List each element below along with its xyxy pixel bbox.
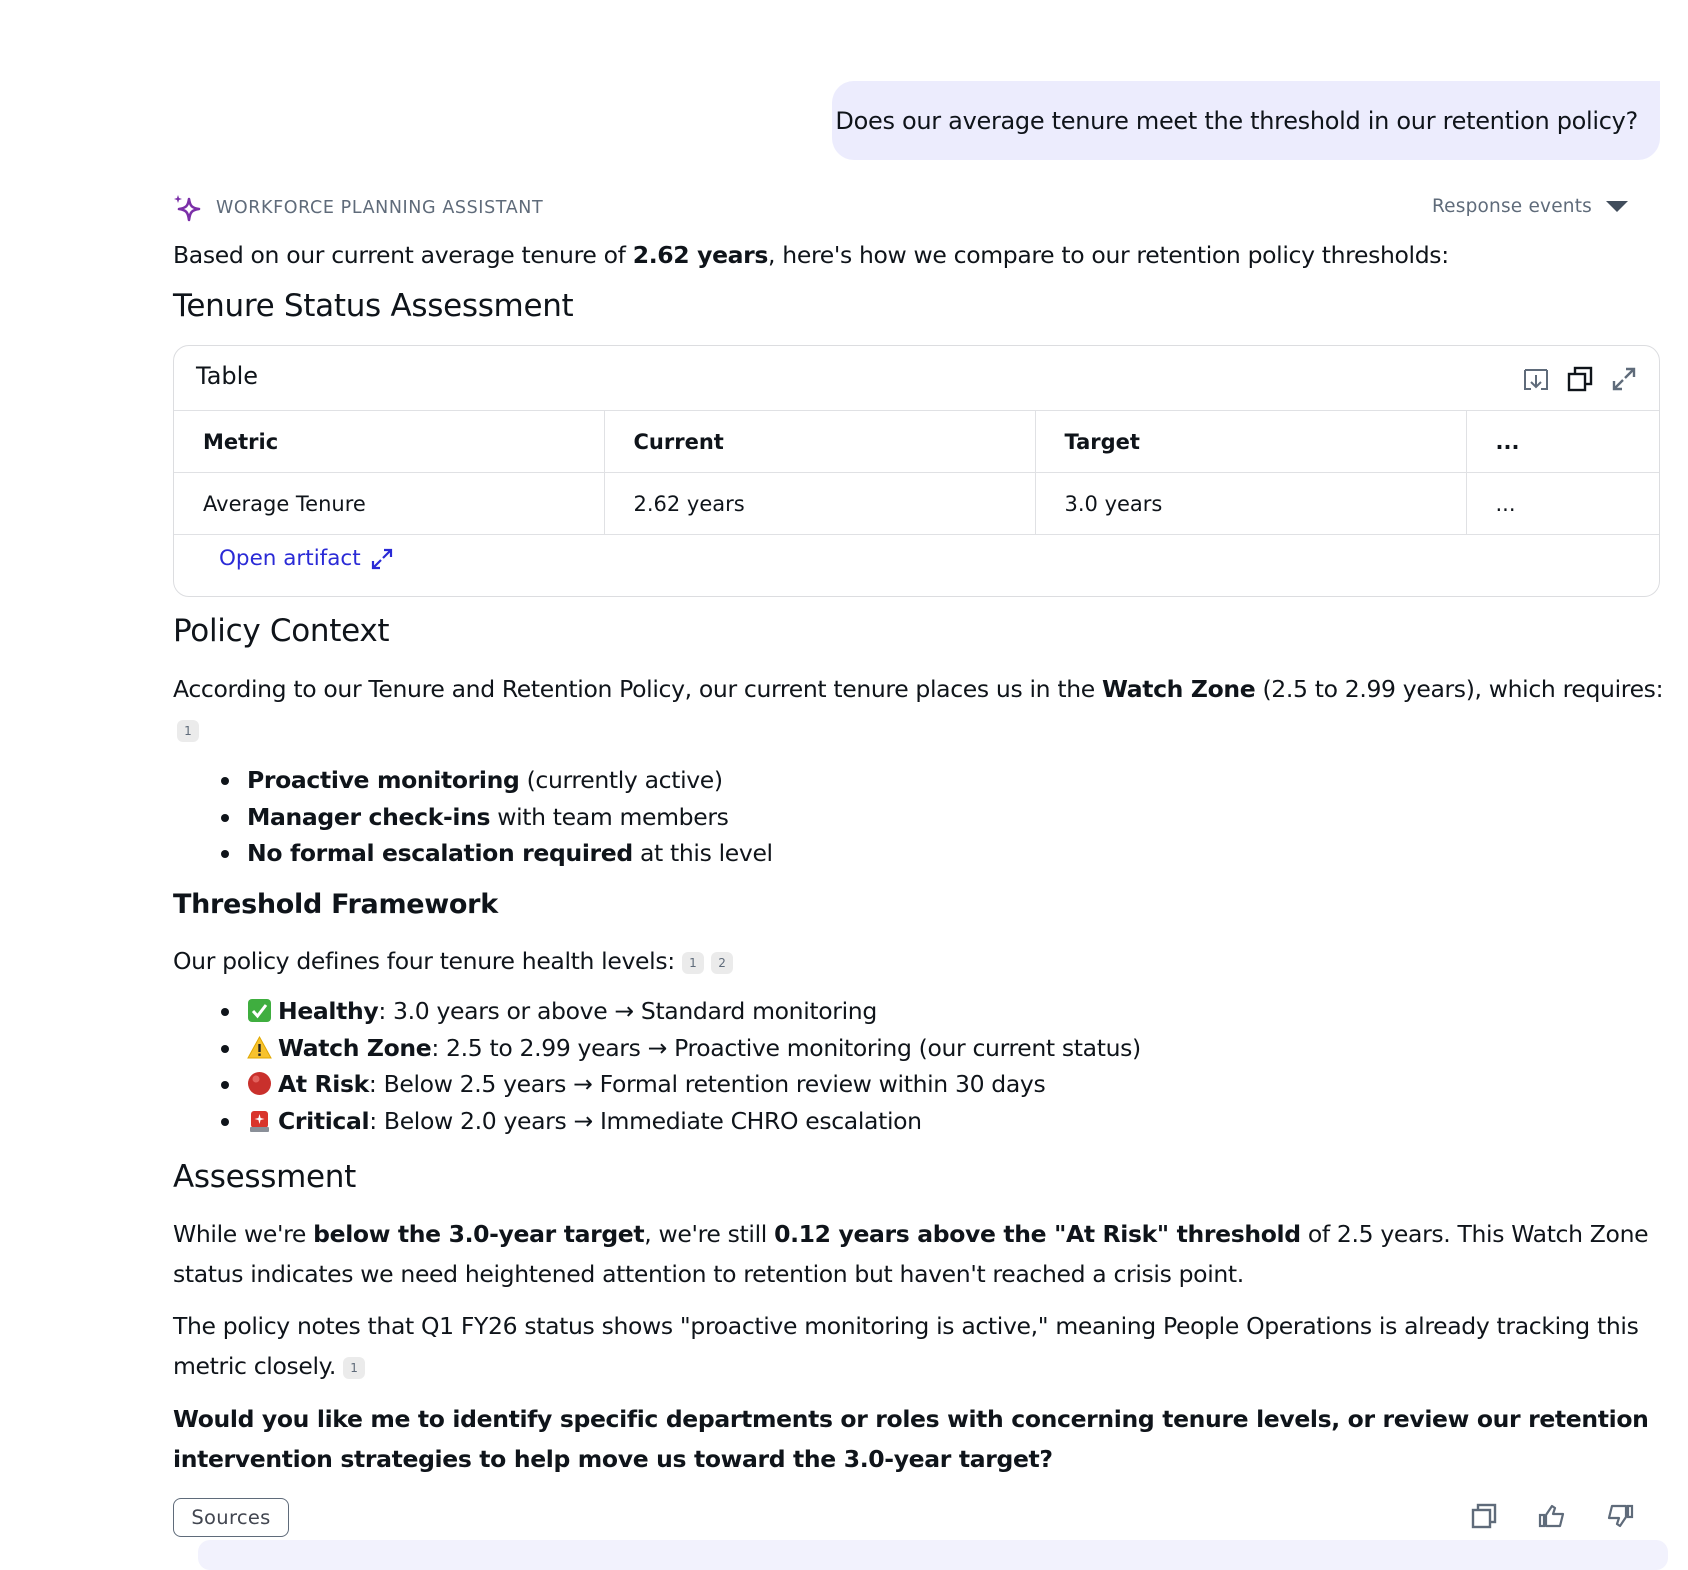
table-cell: 2.62 years (604, 473, 1035, 535)
citation-badge[interactable]: 1 (343, 1357, 365, 1379)
assessment-paragraph-1 (173, 1214, 1663, 1294)
list-item-watch-zone (221, 1030, 1141, 1067)
next-message-bubble-edge (198, 1540, 1668, 1570)
assistant-header (172, 193, 543, 223)
level-text: : 3.0 years or above → Standard monitoring (378, 997, 877, 1025)
assessment-text: The policy notes that Q1 FY26 status shows "proactive monitoring is active," meaning People Operations is already tracking this metric closely. (173, 1312, 1639, 1380)
level-name: Watch Zone (278, 1033, 432, 1062)
check-mark-icon (247, 997, 272, 1022)
feedback-toolbar (1470, 1502, 1634, 1530)
section-heading-tenure-status: Tenure Status Assessment (173, 288, 574, 324)
sparkle-icon (172, 193, 202, 223)
warning-icon (247, 1034, 272, 1059)
list-item (221, 762, 773, 799)
artifact-table (174, 410, 1659, 535)
column-header: Current (604, 411, 1035, 473)
list-item-healthy (221, 993, 1141, 1030)
list-item-critical (221, 1103, 1141, 1140)
artifact-toolbar (1523, 366, 1637, 392)
list-item-bold: Proactive monitoring (247, 766, 520, 794)
policy-text: According to our Tenure and Retention Policy, our current tenure places us in the (173, 675, 1102, 703)
table-row (174, 473, 1659, 535)
policy-text-end: (2.5 to 2.99 years), which requires: (1255, 675, 1664, 703)
level-text: : Below 2.5 years → Formal retention review within 30 days (368, 1070, 1046, 1098)
intro-text: Based on our current average tenure of (173, 241, 633, 269)
intro-text-end: , here's how we compare to our retention policy thresholds: (768, 241, 1449, 269)
section-heading-assessment: Assessment (173, 1159, 356, 1195)
table-cell: 3.0 years (1035, 473, 1466, 535)
table-cell: Average Tenure (174, 473, 604, 535)
level-text: : Below 2.0 years → Immediate CHRO escalation (369, 1106, 922, 1135)
copy-icon[interactable] (1567, 366, 1593, 392)
column-header: ... (1466, 411, 1659, 473)
list-item-at-risk (221, 1066, 1141, 1103)
list-item (221, 799, 773, 836)
artifact-title: Table (196, 362, 259, 390)
policy-bold: Watch Zone (1101, 675, 1256, 703)
section-heading-policy-context: Policy Context (173, 613, 390, 649)
external-expand-icon (371, 548, 393, 570)
thumbs-down-icon[interactable] (1606, 1502, 1634, 1530)
user-message-bubble (832, 81, 1660, 160)
intro-bold: 2.62 years (632, 241, 769, 269)
download-icon[interactable] (1523, 366, 1549, 392)
level-text: : 2.5 to 2.99 years → Proactive monitoring (our current status) (431, 1033, 1141, 1062)
threshold-intro (173, 941, 733, 981)
assessment-paragraph-2 (173, 1306, 1663, 1386)
table-header-row (174, 411, 1659, 473)
level-name: Critical (278, 1106, 370, 1135)
policy-requirements-list (221, 762, 773, 872)
sources-button[interactable]: Sources (173, 1498, 289, 1537)
citation-badge[interactable]: 2 (711, 952, 733, 974)
open-artifact-link[interactable] (219, 546, 393, 571)
assistant-name: WORKFORCE PLANNING ASSISTANT (216, 198, 544, 218)
response-events-toggle[interactable] (1432, 196, 1628, 217)
open-artifact-label: Open artifact (219, 546, 361, 571)
table-cell: ... (1466, 473, 1659, 535)
user-message-text: Does our average tenure meet the threshold in our retention policy? (835, 106, 1638, 135)
assessment-text: of 2.5 years. This Watch Zone status indicates we need heightened attention to retention but haven't reached a crisis point. (173, 1220, 1649, 1288)
list-item-text: at this level (632, 839, 773, 867)
assessment-bold: below the 3.0-year target (313, 1220, 645, 1248)
list-item-text: (currently active) (519, 766, 723, 794)
follow-up-question: Would you like me to identify specific departments or roles with concerning tenure levels, or review our retention intervention strategies to help move us toward the 3.0-year target? (173, 1405, 1649, 1473)
level-name: Healthy (278, 997, 379, 1025)
column-header: Metric (174, 411, 604, 473)
copy-icon[interactable] (1470, 1502, 1498, 1530)
intro-paragraph (173, 235, 1449, 275)
list-item-bold: Manager check-ins (247, 802, 491, 831)
list-item-bold: No formal escalation required (247, 839, 633, 867)
artifact-table-card (173, 345, 1660, 597)
assessment-bold: 0.12 years above the "At Risk" threshold (774, 1220, 1301, 1248)
section-heading-threshold-framework: Threshold Framework (173, 889, 498, 920)
list-item (221, 835, 773, 872)
siren-icon (247, 1107, 272, 1132)
column-header: Target (1035, 411, 1466, 473)
citation-badge[interactable]: 1 (682, 952, 704, 974)
threshold-intro-text: Our policy defines four tenure health levels: (173, 947, 675, 975)
thumbs-up-icon[interactable] (1538, 1502, 1566, 1530)
policy-context-paragraph (173, 669, 1663, 709)
citation-badge[interactable]: 1 (177, 720, 199, 742)
threshold-levels-list (221, 993, 1141, 1139)
expand-icon[interactable] (1611, 366, 1637, 392)
response-events-label: Response events (1431, 196, 1592, 217)
caret-down-icon (1606, 201, 1628, 212)
assessment-text: , we're still (644, 1220, 775, 1248)
level-name: At Risk (278, 1070, 369, 1098)
assessment-text: While we're (173, 1220, 314, 1248)
red-circle-icon (247, 1070, 272, 1095)
list-item-text: with team members (490, 802, 729, 831)
